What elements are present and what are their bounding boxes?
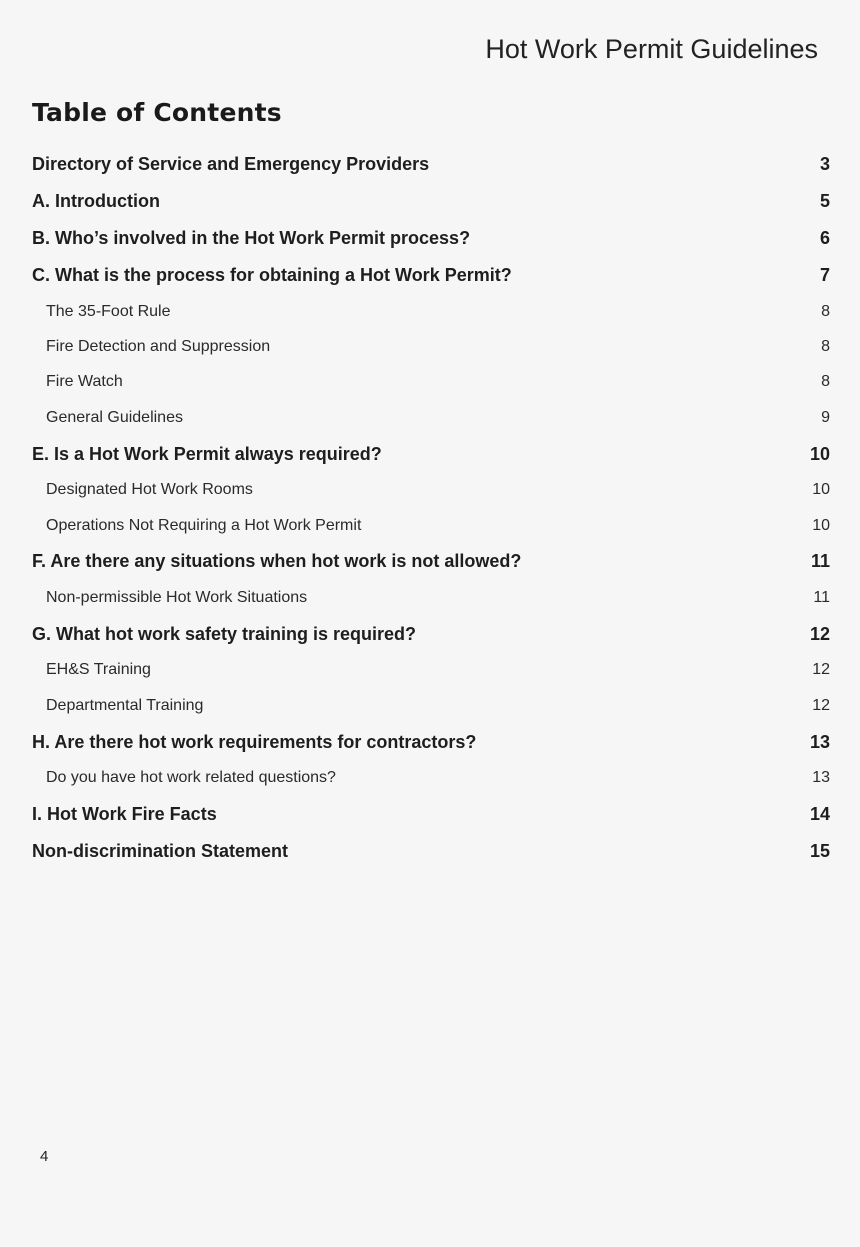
toc-section-entry[interactable]: [32, 724, 830, 761]
toc-subsection-entry[interactable]: [32, 400, 830, 435]
page-number: 4: [40, 1148, 49, 1165]
toc-section-entry[interactable]: [32, 257, 830, 294]
toc-subsection-entry[interactable]: [32, 473, 830, 508]
toc-entry-label: B. Who’s involved in the Hot Work Permit process?: [32, 228, 471, 248]
toc-section-entry[interactable]: [32, 833, 830, 870]
toc-section-entry[interactable]: [32, 220, 830, 257]
toc-entry-label: Non-discrimination Statement: [32, 840, 289, 861]
toc-section-entry[interactable]: [32, 436, 830, 473]
toc-entry-page-number: 10: [812, 516, 830, 534]
toc-entry-page-number: 8: [821, 338, 830, 356]
toc-entry-page-number: 5: [819, 191, 830, 211]
toc-heading: Table of Contents: [32, 98, 282, 127]
toc-entry-page-number: 12: [812, 696, 830, 714]
toc-section-entry[interactable]: [32, 616, 830, 653]
toc-subsection-entry[interactable]: [32, 580, 830, 615]
toc-entry-label: General Guidelines: [46, 408, 183, 426]
toc-entry-label: H. Are there hot work requirements for contractors?: [32, 731, 477, 752]
toc-entry-label: C. What is the process for obtaining a Hot Work Permit?: [32, 265, 512, 285]
toc-entry-page-number: 11: [813, 589, 830, 607]
toc-entry-label: Fire Watch: [46, 373, 123, 391]
toc-entry-page-number: 10: [809, 443, 830, 464]
toc-section-entry[interactable]: [32, 543, 830, 580]
toc-section-entry[interactable]: [32, 796, 830, 833]
document-header-title: Hot Work Permit Guidelines: [485, 34, 818, 64]
toc-entry-label: A. Introduction: [32, 191, 160, 211]
toc-entry-page-number: 11: [810, 551, 830, 572]
toc-entry-page-number: 8: [821, 302, 830, 320]
toc-entry-label: Non-permissible Hot Work Situations: [46, 589, 308, 607]
toc-entry-label: E. Is a Hot Work Permit always required?: [32, 443, 382, 464]
toc-entry-page-number: 7: [819, 265, 830, 285]
toc-entry-page-number: 9: [821, 408, 830, 426]
toc-entry-label: Do you have hot work related questions?: [46, 769, 336, 787]
toc-entry-label: Directory of Service and Emergency Providers: [32, 154, 430, 174]
toc-section-entry[interactable]: [32, 183, 830, 220]
toc-entry-page-number: 12: [812, 661, 830, 679]
table-of-contents: [32, 146, 830, 870]
toc-entry-label: Departmental Training: [46, 696, 204, 714]
toc-entry-page-number: 8: [821, 373, 830, 391]
toc-entry-label: F. Are there any situations when hot work is not allowed?: [32, 551, 522, 572]
toc-entry-label: Designated Hot Work Rooms: [46, 481, 253, 499]
toc-subsection-entry[interactable]: [32, 761, 830, 796]
toc-subsection-entry[interactable]: [32, 329, 830, 364]
toc-entry-page-number: 3: [819, 154, 830, 174]
toc-subsection-entry[interactable]: [32, 365, 830, 400]
toc-section-entry[interactable]: [32, 146, 830, 183]
toc-entry-label: Fire Detection and Suppression: [46, 338, 271, 356]
toc-entry-page-number: 12: [809, 623, 830, 644]
toc-subsection-entry[interactable]: [32, 653, 830, 688]
toc-entry-page-number: 14: [809, 803, 830, 824]
toc-entry-label: I. Hot Work Fire Facts: [32, 803, 217, 824]
toc-entry-label: The 35-Foot Rule: [46, 302, 171, 320]
toc-entry-page-number: 15: [809, 840, 830, 861]
toc-entry-page-number: 13: [809, 731, 830, 752]
toc-entry-page-number: 10: [812, 481, 830, 499]
toc-subsection-entry[interactable]: [32, 508, 830, 543]
toc-entry-page-number: 6: [819, 228, 830, 248]
toc-entry-label: EH&S Training: [46, 661, 151, 679]
toc-entry-label: Operations Not Requiring a Hot Work Permit: [46, 516, 362, 534]
toc-entry-label: G. What hot work safety training is required?: [32, 623, 417, 644]
toc-subsection-entry[interactable]: [32, 294, 830, 329]
toc-entry-page-number: 13: [812, 769, 830, 787]
toc-subsection-entry[interactable]: [32, 688, 830, 723]
